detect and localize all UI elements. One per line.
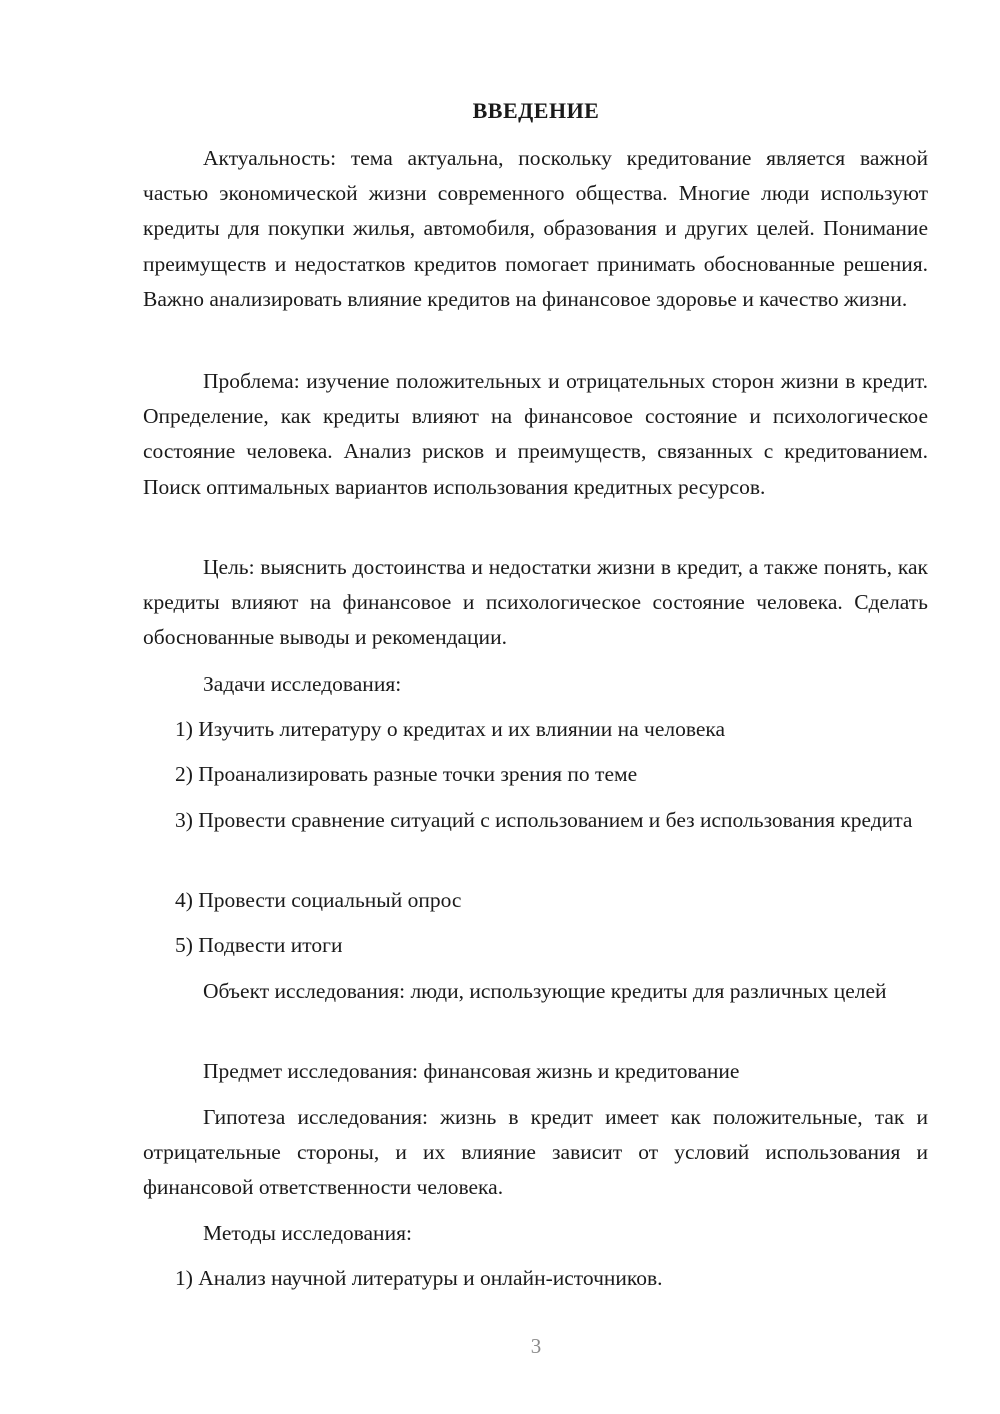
method-item-1: 1) Анализ научной литературы и онлайн-источников.	[175, 1266, 663, 1290]
methods-title: Методы исследования:	[203, 1221, 412, 1245]
page-number: 3	[530, 1334, 542, 1358]
paragraph-object: Объект исследования: люди, использующие кредиты для различных целей	[203, 979, 887, 1003]
task-item-1: 1) Изучить литературу о кредитах и их влиянии на человека	[175, 717, 726, 741]
paragraph-subject: Предмет исследования: финансовая жизнь и кредитование	[203, 1059, 740, 1083]
task-item-5: 5) Подвести итоги	[175, 933, 343, 957]
paragraph-actuality: Актуальность: тема актуальна, поскольку кредитование является важной частью экономической жизни современного общества. Многие люди используют кредиты для покупки жилья, автомобиля, образования и других целей. Понимание преимуществ и недостатков кредитов помогает принимать обоснованные решения. Важно анализировать влияние кредитов на финансовое здоровье и качество жизни.	[143, 146, 928, 311]
task-item-3: 3) Провести сравнение ситуаций с использованием и без использования кредита	[175, 808, 913, 832]
tasks-title: Задачи исследования:	[203, 672, 402, 696]
paragraph-problem: Проблема: изучение положительных и отрицательных сторон жизни в кредит. Определение, как кредиты влияют на финансовое состояние и психологическое состояние человека. Анализ рисков и преимуществ, связанных с кредитованием. Поиск оптимальных вариантов использования кредитных ресурсов.	[143, 369, 928, 499]
paragraph-hypothesis: Гипотеза исследования: жизнь в кредит имеет как положительные, так и отрицательные стороны, и их влияние зависит от условий использования и финансовой ответственности человека.	[143, 1105, 928, 1200]
paragraph-goal: Цель: выяснить достоинства и недостатки жизни в кредит, а также понять, как кредиты влияют на финансовое и психологическое состояние человека. Сделать обоснованные выводы и рекомендации.	[143, 555, 928, 650]
task-item-4: 4) Провести социальный опрос	[175, 888, 462, 912]
section-heading: ВВЕДЕНИЕ	[472, 98, 600, 123]
task-item-2: 2) Проанализировать разные точки зрения по теме	[175, 762, 638, 786]
